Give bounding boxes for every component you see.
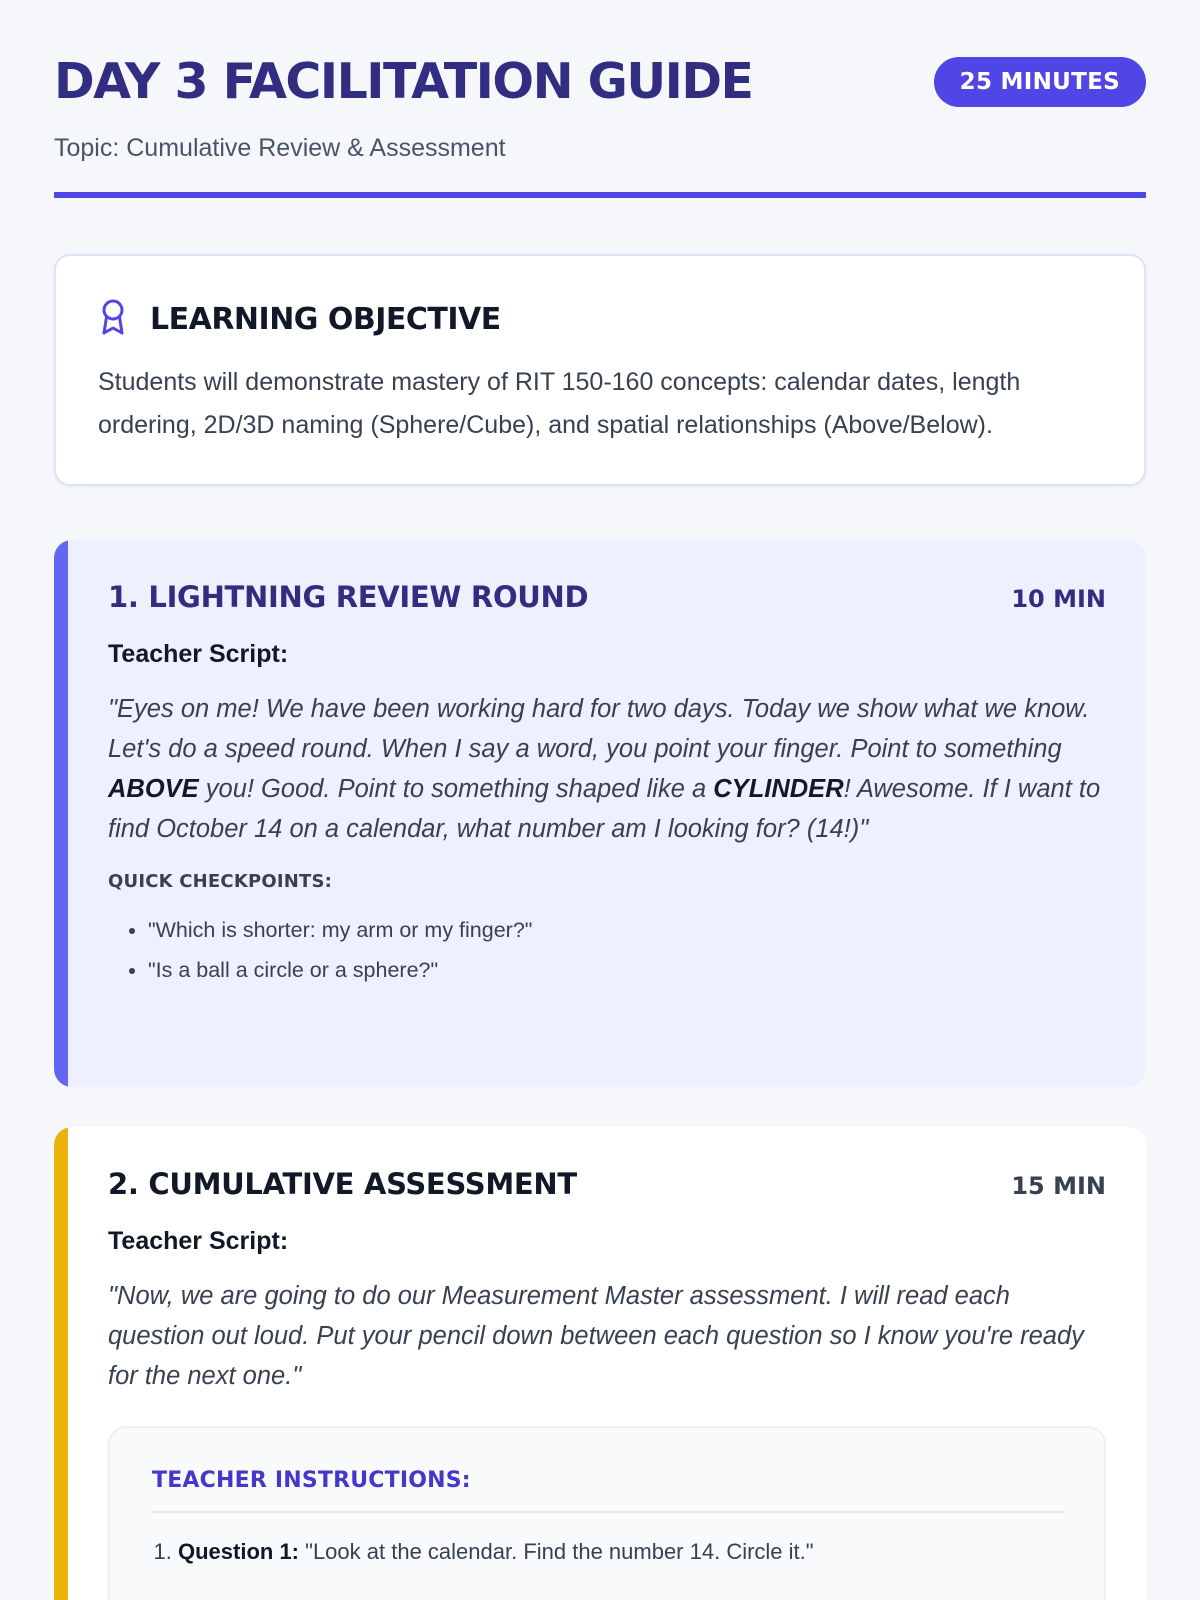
quote-text: you! Good. Point to something shaped like a bbox=[198, 775, 714, 803]
quote-text: "Eyes on me! We have been working hard for two days. Today we show what we know. Let's do a speed round. When I say a word, you point your finger. Point to something bbox=[108, 695, 1090, 763]
objective-header bbox=[98, 298, 1104, 341]
page-header bbox=[54, 0, 1146, 200]
teacher-instructions-box bbox=[108, 1426, 1106, 1600]
header-divider bbox=[54, 192, 1146, 198]
section-accent-bar bbox=[54, 540, 68, 1087]
section-title: 2. CUMULATIVE ASSESSMENT bbox=[108, 1167, 577, 1201]
teacher-script-label: Teacher Script: bbox=[108, 1227, 289, 1255]
quote-emphasis-cylinder: CYLINDER bbox=[713, 775, 844, 803]
teacher-script-quote: "Now, we are going to do our Measurement Master assessment. I will read each question out loud. Put your pencil down between each question so I know you're ready for the next one." bbox=[108, 1282, 1084, 1390]
award-ribbon-icon bbox=[98, 298, 128, 341]
section-title: 1. LIGHTNING REVIEW ROUND bbox=[108, 580, 589, 614]
instructions-title: TEACHER INSTRUCTIONS: bbox=[152, 1468, 1064, 1513]
checkpoints-list bbox=[108, 910, 1106, 990]
section-duration: 10 MIN bbox=[1011, 585, 1106, 613]
teacher-script-quote bbox=[108, 689, 1106, 849]
question-text: "Look at the calendar. Find the number 14. Circle it." bbox=[299, 1539, 814, 1564]
learning-objective-card bbox=[54, 254, 1146, 486]
instructions-list bbox=[152, 1539, 1064, 1565]
objective-title: LEARNING OBJECTIVE bbox=[150, 302, 501, 337]
section-cumulative-assessment bbox=[54, 1127, 1146, 1600]
page-topic: Topic: Cumulative Review & Assessment bbox=[54, 134, 506, 163]
section-lightning-review bbox=[54, 540, 1146, 1087]
page-title: DAY 3 FACILITATION GUIDE bbox=[54, 53, 753, 110]
checkpoints-label: QUICK CHECKPOINTS: bbox=[108, 871, 333, 892]
quote-emphasis-above: ABOVE bbox=[108, 775, 199, 803]
section-duration: 15 MIN bbox=[1011, 1172, 1106, 1200]
question-label: Question 1: bbox=[178, 1539, 300, 1564]
teacher-script-label: Teacher Script: bbox=[108, 640, 289, 668]
quote-text: ! Awesome. If I want to find October 14 on a calendar, what number am I looking for? (14!)" bbox=[108, 775, 1101, 843]
section-header bbox=[108, 1167, 1106, 1201]
section-accent-bar bbox=[54, 1127, 68, 1600]
list-item bbox=[178, 1539, 1064, 1565]
duration-badge: 25 MINUTES bbox=[934, 57, 1146, 107]
section-header bbox=[108, 580, 1106, 614]
list-item: • "Which is shorter: my arm or my finger?" bbox=[148, 910, 1106, 950]
list-item: • "Is a ball a circle or a sphere?" bbox=[148, 950, 1106, 990]
objective-text: Students will demonstrate mastery of RIT 150-160 concepts: calendar dates, length ordering, 2D/3D naming (Sphere/Cube), and spatial relationships (Above/Below). bbox=[98, 368, 1021, 439]
